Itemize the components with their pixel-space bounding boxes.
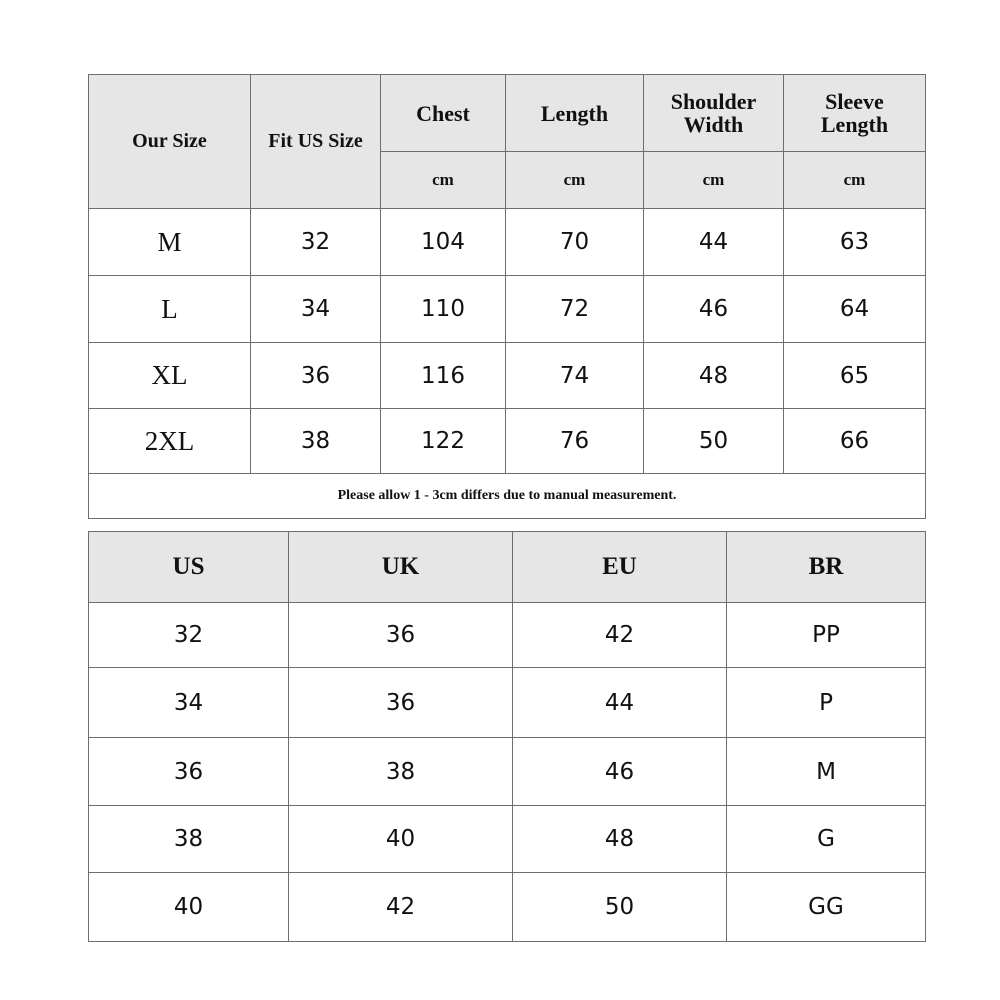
us-size-value: 32 (89, 603, 289, 668)
unit-shoulder-width: cm (644, 152, 784, 209)
us-size-value: 38 (89, 806, 289, 873)
br-size-value: G (727, 806, 926, 873)
header-br: BR (727, 532, 926, 603)
chest-value: 122 (381, 409, 506, 474)
br-size-value: M (727, 738, 926, 806)
table-row (89, 276, 926, 343)
br-size-value: PP (727, 603, 926, 668)
unit-sleeve-length: cm (784, 152, 926, 209)
measurement-note: Please allow 1 - 3cm differs due to manual measurement. (89, 474, 926, 519)
sleeve-length-value: 64 (784, 276, 926, 343)
us-size-value: 36 (89, 738, 289, 806)
length-value: 76 (506, 409, 644, 474)
br-size-value: GG (727, 873, 926, 942)
header-chest: Chest (381, 75, 506, 152)
size-label: XL (89, 343, 251, 409)
unit-length: cm (506, 152, 644, 209)
eu-size-value: 44 (513, 668, 727, 738)
shoulder-width-value: 48 (644, 343, 784, 409)
fit-us-size-value: 34 (251, 276, 381, 343)
header-eu: EU (513, 532, 727, 603)
size-conversion-table (88, 531, 926, 942)
us-size-value: 34 (89, 668, 289, 738)
eu-size-value: 42 (513, 603, 727, 668)
size-chart-table (88, 74, 926, 519)
header-our-size: Our Size (89, 75, 251, 209)
shoulder-width-value: 50 (644, 409, 784, 474)
chest-value: 116 (381, 343, 506, 409)
header-length: Length (506, 75, 644, 152)
table-row (89, 738, 926, 806)
header-uk: UK (289, 532, 513, 603)
uk-size-value: 36 (289, 603, 513, 668)
size-label: 2XL (89, 409, 251, 474)
header-us: US (89, 532, 289, 603)
length-value: 74 (506, 343, 644, 409)
size-label: L (89, 276, 251, 343)
table-row (89, 668, 926, 738)
size-label: M (89, 209, 251, 276)
table-row (89, 603, 926, 668)
uk-size-value: 40 (289, 806, 513, 873)
chest-value: 104 (381, 209, 506, 276)
unit-chest: cm (381, 152, 506, 209)
uk-size-value: 42 (289, 873, 513, 942)
table-row (89, 343, 926, 409)
fit-us-size-value: 32 (251, 209, 381, 276)
table-row (89, 806, 926, 873)
header-shoulder-width: Shoulder Width (644, 75, 784, 152)
us-size-value: 40 (89, 873, 289, 942)
length-value: 70 (506, 209, 644, 276)
header-fit-us-size: Fit US Size (251, 75, 381, 209)
br-size-value: P (727, 668, 926, 738)
shoulder-width-value: 46 (644, 276, 784, 343)
uk-size-value: 38 (289, 738, 513, 806)
table-row (89, 409, 926, 474)
eu-size-value: 50 (513, 873, 727, 942)
table-row (89, 209, 926, 276)
sleeve-length-value: 66 (784, 409, 926, 474)
eu-size-value: 48 (513, 806, 727, 873)
shoulder-width-value: 44 (644, 209, 784, 276)
fit-us-size-value: 38 (251, 409, 381, 474)
table-row (89, 873, 926, 942)
sleeve-length-value: 63 (784, 209, 926, 276)
sleeve-length-value: 65 (784, 343, 926, 409)
eu-size-value: 46 (513, 738, 727, 806)
chest-value: 110 (381, 276, 506, 343)
uk-size-value: 36 (289, 668, 513, 738)
length-value: 72 (506, 276, 644, 343)
header-sleeve-length: Sleeve Length (784, 75, 926, 152)
fit-us-size-value: 36 (251, 343, 381, 409)
